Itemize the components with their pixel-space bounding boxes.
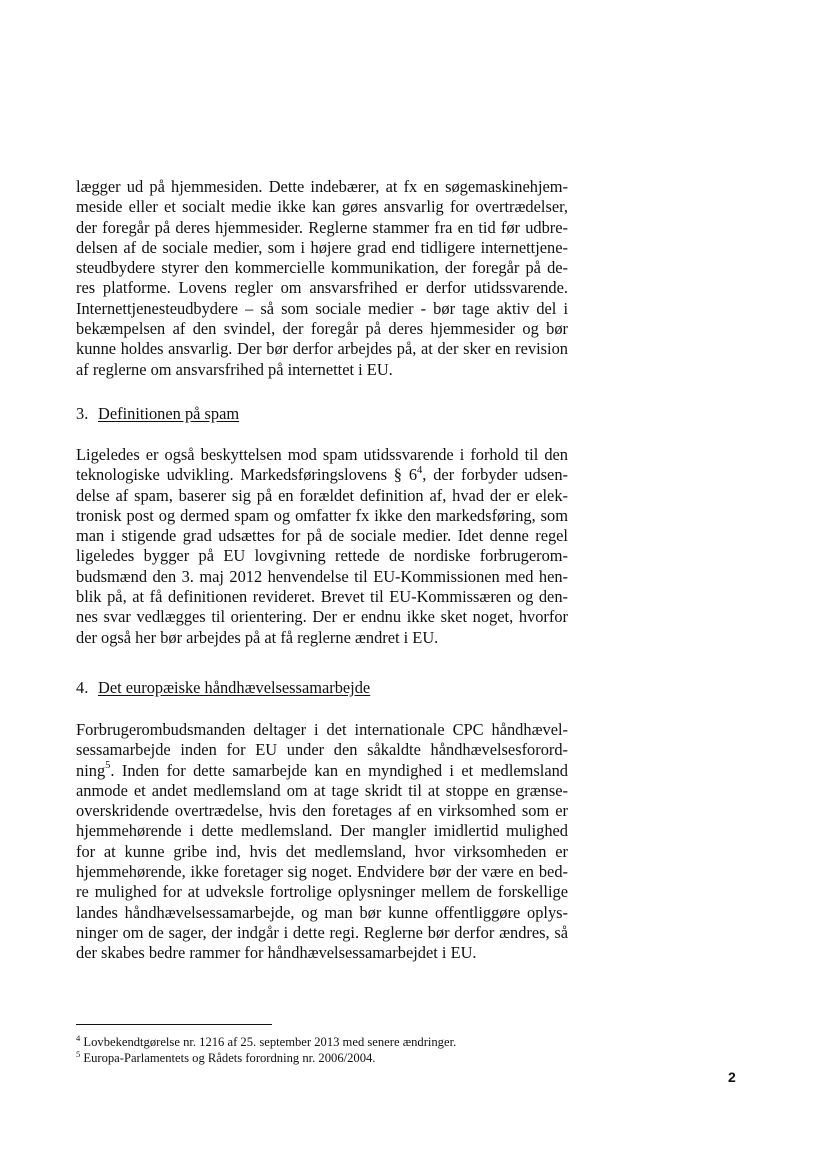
text-line: Ligeledes er også beskyttelsen mod spam utidssvarende i forhold til den [76, 445, 568, 464]
footnote-5 [76, 1050, 375, 1066]
text-line: re mulighed for at udveksle fortrolige oplysninger mellem de forskellige [76, 882, 568, 902]
text-line: sessamarbejde inden for EU under den såkaldte håndhævelsesforord- [76, 740, 568, 760]
text-line: der også her bør arbejdes på at få reglerne ændret i EU. [76, 627, 439, 647]
text-line: delsen af de sociale medier, som i højere grad end tidligere internettjene- [76, 237, 568, 257]
section-3-heading [76, 404, 239, 424]
section-number: 4. [76, 678, 89, 697]
text-line: der skabes bedre rammer for håndhævelsessamarbejdet i EU. [76, 943, 477, 963]
footnote-text: Lovbekendtgørelse nr. 1216 af 25. september 2013 med senere ændringer. [83, 1035, 457, 1049]
text-line: blik på, at få definitionen revideret. Brevet til EU-Kommissæren og den- [76, 587, 568, 607]
section-4-heading [76, 678, 370, 698]
text-line: ninger om de sager, der indgår i dette regi. Reglerne bør derfor ændres, så [76, 922, 568, 942]
text-line: kunne holdes ansvarlig. Der bør derfor arbejdes på, at der sker en revision [76, 339, 568, 359]
text-line: overskridende overtrædelse, hvis den foretages af en virksomhed som er [76, 801, 568, 821]
section-4-paragraph [76, 720, 568, 964]
text-line: hjemmehørende, ikke foretager sig noget. Endvidere bør der være en bed- [76, 862, 568, 882]
text-line: bekæmpelsen af den svindel, der foregår på deres hjemmesider og bør [76, 319, 568, 339]
footnote-4 [76, 1034, 456, 1050]
text-line: teknologiske udvikling. Markedsføringslovens § 6$^4$, der forbyder udsen- [76, 464, 568, 485]
section-3-paragraph [76, 445, 568, 648]
section-title: Definitionen på spam [98, 404, 240, 423]
text-line: lægger ud på hjemmesiden. Dette indebærer, at fx en søgemaskinehjem- [76, 177, 568, 196]
footnote-text: Europa-Parlamentets og Rådets forordning nr. 2006/2004. [83, 1051, 376, 1065]
text-line: for at kunne gribe ind, hvis det medlemsland, hvor virksomheden er [76, 841, 568, 861]
footnote-mark: 4 [76, 1032, 81, 1043]
text-line: man i stigende grad udsættes for på de sociale medier. Idet denne regel [76, 526, 568, 546]
text-line: Forbrugerombudsmanden deltager i det internationale CPC håndhævel- [76, 720, 568, 739]
section-number: 3. [76, 404, 89, 423]
text-line: res platforme. Lovens regler om ansvarsfrihed er derfor utidssvarende. [76, 278, 568, 298]
footnote-reference[interactable]: 4 [417, 464, 423, 476]
text-line: tronisk post og dermed spam og omfatter fx ikke den markedsføring, som [76, 505, 568, 525]
intro-paragraph [76, 177, 568, 380]
footnote-separator [76, 1024, 272, 1025]
text-line: landes håndhævelsessamarbejde, og man bør kunne offentliggøre oplys- [76, 902, 568, 922]
text-line: Internettjenesteudbydere – så som sociale medier - bør tage aktiv del i [76, 298, 568, 318]
text-line: ligeledes bygger på EU lovgivning rettede de nordiske forbrugerom- [76, 546, 568, 566]
text-line: anmode et andet medlemsland om at tage skridt til at stoppe en grænse- [76, 780, 568, 800]
text-line: meside eller et socialt medie ikke kan gøres ansvarlig for overtrædelser, [76, 197, 568, 217]
text-line: budsmænd den 3. maj 2012 henvendelse til EU-Kommissionen med hen- [76, 566, 568, 586]
page-number: 2 [728, 1069, 736, 1085]
text-line: hjemmehørende i dette medlemsland. Der mangler imidlertid mulighed [76, 821, 568, 841]
text-line: steudbydere styrer den kommercielle kommunikation, der foregår på de- [76, 258, 568, 278]
text-line: der foregår på deres hjemmesider. Reglerne stammer fra en tid før udbre- [76, 217, 568, 237]
text-line: af reglerne om ansvarsfrihed på internettet i EU. [76, 359, 393, 379]
footnote-reference[interactable]: 5 [105, 760, 111, 772]
text-line: ning$^5$. Inden for dette samarbejde kan en myndighed i et medlemsland [76, 760, 568, 780]
section-title: Det europæiske håndhævelsessamarbejde [98, 678, 371, 697]
text-line: delse af spam, baserer sig på en forældet definition af, hvad der er elek- [76, 485, 568, 505]
footnote-mark: 5 [76, 1048, 81, 1059]
text-line: nes svar vedlægges til orientering. Der er endnu ikke sket noget, hvorfor [76, 607, 568, 627]
